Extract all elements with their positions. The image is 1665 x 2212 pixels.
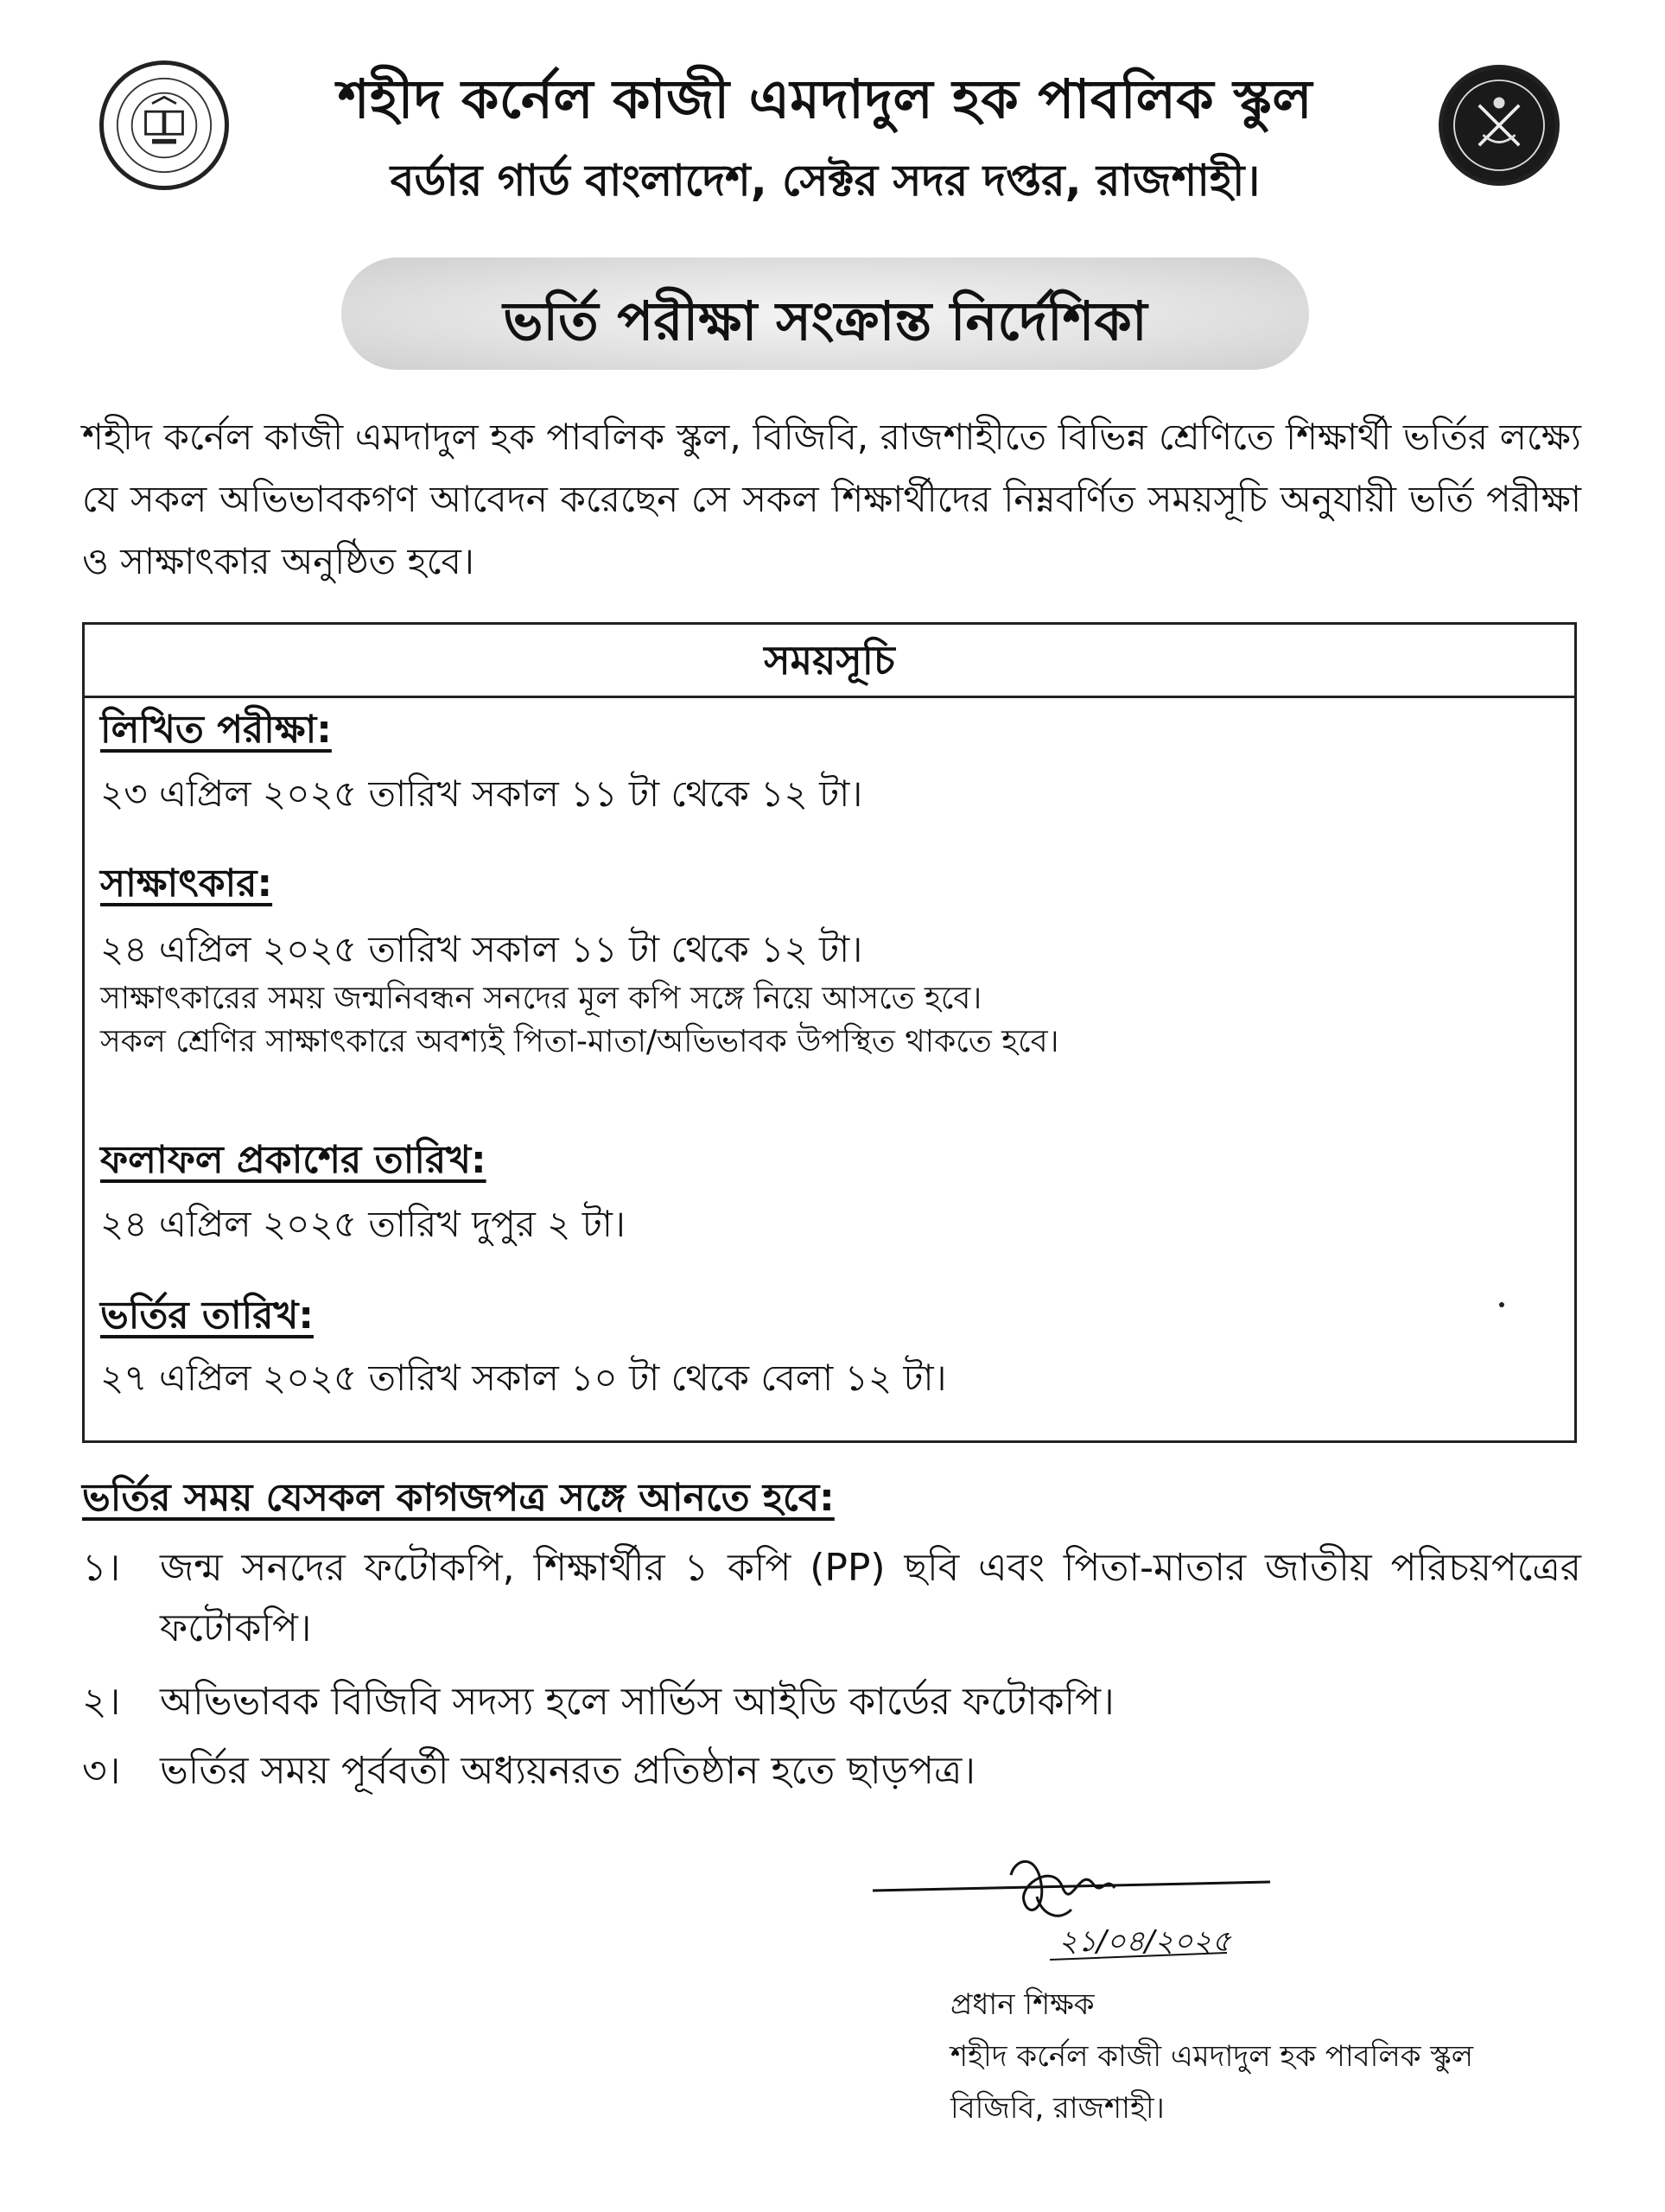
signature-image xyxy=(864,1849,1279,1979)
signatory-location: বিজিবি, রাজশাহী। xyxy=(950,2091,1165,2126)
interview-note-birth-certificate: সাক্ষাৎকারের সময় জন্মনিবন্ধন সনদের মূল কপি সঙ্গে নিয়ে আসতে হবে। xyxy=(100,981,982,1016)
speck xyxy=(1499,1302,1504,1307)
result-title: ফলাফল প্রকাশের তারিখ: xyxy=(100,1138,486,1182)
document-item xyxy=(82,1741,1581,1802)
written-exam-time: ২৩ এপ্রিল ২০২৫ তারিখ সকাল ১১ টা থেকে ১২ টা। xyxy=(100,772,863,815)
document-item-number: ১। xyxy=(82,1546,121,1590)
document-item xyxy=(82,1538,1581,1659)
result-section xyxy=(100,1135,1552,1252)
written-exam-title: লিখিত পরীক্ষা: xyxy=(100,708,332,752)
interview-section xyxy=(100,858,1552,1064)
interview-note-guardian: সকল শ্রেণির সাক্ষাৎকারে অবশ্যই পিতা-মাতা/অভিভাবক উপস্থিত থাকতে হবে। xyxy=(100,1024,1059,1059)
school-subtitle: বর্ডার গার্ড বাংলাদেশ, সেক্টর সদর দপ্তর, রাজশাহী। xyxy=(390,156,1261,206)
document-item-text: জন্ম সনদের ফটোকপি, শিক্ষার্থীর ১ কপি (PP) ছবি এবং পিতা-মাতার জাতীয় পরিচয়পত্রের ফটোকপি। xyxy=(160,1546,1581,1650)
interview-time: ২৪ এপ্রিল ২০২৫ তারিখ সকাল ১১ টা থেকে ১২ টা। xyxy=(100,928,863,970)
school-emblem-icon xyxy=(99,60,229,190)
document-item-text: অভিভাবক বিজিবি সদস্য হলে সার্ভিস আইডি কার্ডের ফটোকপি। xyxy=(160,1680,1115,1724)
signature-date: ২১/০৪/২০২৫ xyxy=(1058,1924,1231,1959)
notice-title: ভর্তি পরীক্ষা সংক্রান্ত নির্দেশিকা xyxy=(503,289,1147,353)
signatory-designation: প্রধান শিক্ষক xyxy=(950,1987,1095,2022)
admission-time: ২৭ এপ্রিল ২০২৫ তারিখ সকাল ১০ টা থেকে বেলা ১২ টা। xyxy=(100,1357,947,1399)
documents-title: ভর্তির সময় যেসকল কাগজপত্র সঙ্গে আনতে হবে: xyxy=(82,1476,835,1520)
signature-block xyxy=(950,1979,1624,2134)
intro-paragraph: শহীদ কর্নেল কাজী এমদাদুল হক পাবলিক স্কুল, বিজিবি, রাজশাহীতে বিভিন্ন শ্রেণিতে শিক্ষার্থী ভর্তির লক্ষ্যে যে সকল অভিভাবকগণ আবেদন করেছেন সে সকল শিক্ষার্থীদের নিম্নবর্ণিত সময়সূচি অনুযায়ী ভর্তি পরীক্ষা ও সাক্ষাৎকার অনুষ্ঠিত হবে। xyxy=(82,416,1581,582)
schedule-box xyxy=(82,622,1577,1443)
admission-title: ভর্তির তারিখ: xyxy=(100,1294,314,1338)
document-item-number: ২। xyxy=(82,1680,121,1724)
bgb-emblem-icon xyxy=(1439,65,1560,186)
document-item xyxy=(82,1672,1581,1732)
admission-section xyxy=(100,1290,1552,1406)
school-name: শহীদ কর্নেল কাজী এমদাদুল হক পাবলিক স্কুল xyxy=(337,67,1313,130)
written-exam-section xyxy=(100,704,1552,822)
result-time: ২৪ এপ্রিল ২০২৫ তারিখ দুপুর ২ টা। xyxy=(100,1203,626,1245)
document-item-text: ভর্তির সময় পূর্ববর্তী অধ্যয়নরত প্রতিষ্ঠান হতে ছাড়পত্র। xyxy=(160,1749,976,1793)
schedule-heading: সময়সূচি xyxy=(85,625,1574,698)
signatory-school: শহীদ কর্নেল কাজী এমদাদুল হক পাবলিক স্কুল xyxy=(950,2039,1474,2074)
document-item-number: ৩। xyxy=(82,1749,121,1793)
interview-title: সাক্ষাৎকার: xyxy=(100,861,273,906)
